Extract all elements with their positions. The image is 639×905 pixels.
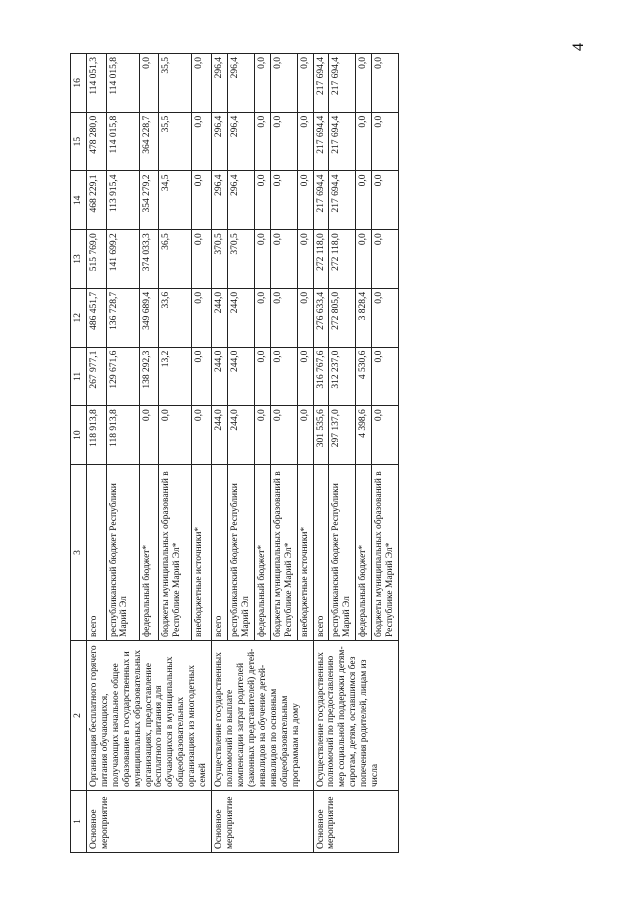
value-cell: 244,0 — [211, 405, 227, 464]
value-cell: 0,0 — [371, 53, 398, 112]
value-cell: 36,5 — [158, 229, 191, 288]
column-header: 16 — [70, 53, 86, 112]
value-cell: 0,0 — [355, 112, 371, 171]
funding-source-cell: федеральный бюджет* — [355, 464, 371, 640]
value-cell: 0,0 — [191, 112, 211, 171]
value-cell: 244,0 — [227, 347, 254, 406]
value-cell: 0,0 — [270, 288, 297, 347]
value-cell: 297 137,0 — [328, 405, 355, 464]
value-cell: 354 279,2 — [139, 170, 159, 229]
value-cell: 0,0 — [355, 53, 371, 112]
value-cell: 217 694,4 — [313, 170, 329, 229]
value-cell: 0,0 — [139, 53, 159, 112]
value-cell: 0,0 — [270, 112, 297, 171]
value-cell: 276 633,4 — [313, 288, 329, 347]
value-cell: 0,0 — [371, 347, 398, 406]
value-cell: 0,0 — [371, 288, 398, 347]
value-cell: 374 033,3 — [139, 229, 159, 288]
value-cell: 3 828,4 — [355, 288, 371, 347]
value-cell: 272 805,0 — [328, 288, 355, 347]
funding-source-cell: всего — [86, 464, 106, 640]
value-cell: 0,0 — [297, 288, 313, 347]
table-body — [86, 53, 398, 852]
value-cell: 0,0 — [254, 53, 270, 112]
value-cell: 296,4 — [211, 170, 227, 229]
value-cell: 0,0 — [270, 170, 297, 229]
value-cell: 217 694,4 — [313, 112, 329, 171]
measure-name-cell: Организация бесплатного горячего питания обучающихся, получающих начальное общее образование в государственных и муниципальных образовательных организациях, предоставление бесплатного питания для обучающихся в муниципальных общеобразовательных организациях из многодетных семей — [86, 640, 211, 790]
column-header: 14 — [70, 170, 86, 229]
value-cell: 0,0 — [254, 347, 270, 406]
value-cell: 0,0 — [297, 229, 313, 288]
budget-table — [70, 53, 399, 853]
value-cell: 0,0 — [355, 229, 371, 288]
measure-type-cell: Основное мероприятие — [211, 790, 312, 852]
measure-type-cell: Основное мероприятие — [86, 790, 211, 852]
value-cell: 272 118,0 — [313, 229, 329, 288]
value-cell: 0,0 — [297, 347, 313, 406]
funding-source-cell: всего — [211, 464, 227, 640]
value-cell: 0,0 — [297, 53, 313, 112]
measure-name-cell: Осуществление государственных полномочий по выплате компенсации затрат родителей (законных представителей) детей-инвалидов на обучение детей-инвалидов по основным общеобразовательным программам на дому — [211, 640, 312, 790]
funding-source-cell: внебюджетные источники* — [297, 464, 313, 640]
value-cell: 0,0 — [254, 405, 270, 464]
value-cell: 468 229,1 — [86, 170, 106, 229]
column-header: 1 — [70, 790, 86, 852]
value-cell: 136 728,7 — [106, 288, 139, 347]
value-cell: 35,5 — [158, 53, 191, 112]
value-cell: 113 915,4 — [106, 170, 139, 229]
value-cell: 0,0 — [191, 170, 211, 229]
value-cell: 0,0 — [254, 288, 270, 347]
value-cell: 244,0 — [211, 288, 227, 347]
value-cell: 370,5 — [227, 229, 254, 288]
value-cell: 272 118,0 — [328, 229, 355, 288]
value-cell: 33,6 — [158, 288, 191, 347]
column-header: 2 — [70, 640, 86, 790]
value-cell: 0,0 — [139, 405, 159, 464]
header-row — [70, 53, 86, 852]
value-cell: 118 913,8 — [86, 405, 106, 464]
value-cell: 0,0 — [297, 112, 313, 171]
value-cell: 217 694,4 — [328, 170, 355, 229]
value-cell: 114 015,8 — [106, 53, 139, 112]
value-cell: 296,4 — [211, 53, 227, 112]
value-cell: 0,0 — [270, 405, 297, 464]
column-header: 12 — [70, 288, 86, 347]
value-cell: 0,0 — [371, 229, 398, 288]
funding-source-cell: бюджеты муниципальных образований в Республике Марий Эл* — [371, 464, 398, 640]
value-cell: 296,4 — [227, 53, 254, 112]
value-cell: 0,0 — [191, 405, 211, 464]
value-cell: 244,0 — [211, 347, 227, 406]
value-cell: 0,0 — [355, 170, 371, 229]
value-cell: 114 051,3 — [86, 53, 106, 112]
value-cell: 478 280,0 — [86, 112, 106, 171]
value-cell: 515 769,0 — [86, 229, 106, 288]
column-header: 13 — [70, 229, 86, 288]
budget-table-sheet — [70, 53, 570, 853]
column-header: 10 — [70, 405, 86, 464]
value-cell: 141 699,2 — [106, 229, 139, 288]
measure-type-cell: Основное мероприятие — [313, 790, 399, 852]
value-cell: 244,0 — [227, 288, 254, 347]
value-cell: 316 767,6 — [313, 347, 329, 406]
funding-source-cell: республиканский бюджет Республики Марий Эл — [106, 464, 139, 640]
value-cell: 0,0 — [270, 347, 297, 406]
value-cell: 0,0 — [297, 170, 313, 229]
value-cell: 138 292,3 — [139, 347, 159, 406]
value-cell: 0,0 — [191, 229, 211, 288]
value-cell: 0,0 — [270, 53, 297, 112]
column-header: 15 — [70, 112, 86, 171]
funding-source-cell: федеральный бюджет* — [254, 464, 270, 640]
funding-source-cell: бюджеты муниципальных образований в Республике Марий Эл* — [158, 464, 191, 640]
value-cell: 4 530,6 — [355, 347, 371, 406]
value-cell: 312 237,0 — [328, 347, 355, 406]
value-cell: 4 398,6 — [355, 405, 371, 464]
value-cell: 486 451,7 — [86, 288, 106, 347]
value-cell: 364 228,7 — [139, 112, 159, 171]
value-cell: 349 689,4 — [139, 288, 159, 347]
page-number: 4 — [570, 43, 587, 51]
column-header: 11 — [70, 347, 86, 406]
value-cell: 13,2 — [158, 347, 191, 406]
value-cell: 35,5 — [158, 112, 191, 171]
value-cell: 0,0 — [158, 405, 191, 464]
value-cell: 0,0 — [371, 170, 398, 229]
value-cell: 217 694,4 — [313, 53, 329, 112]
value-cell: 296,4 — [211, 112, 227, 171]
value-cell: 129 671,6 — [106, 347, 139, 406]
value-cell: 0,0 — [254, 170, 270, 229]
value-cell: 34,5 — [158, 170, 191, 229]
value-cell: 0,0 — [254, 229, 270, 288]
funding-source-cell: республиканский бюджет Республики Марий Эл — [227, 464, 254, 640]
column-header: 3 — [70, 464, 86, 640]
funding-source-cell: внебюджетные источники* — [191, 464, 211, 640]
table-row — [313, 53, 329, 852]
value-cell: 0,0 — [270, 229, 297, 288]
measure-name-cell: Осуществление государственных полномочий по предоставлению мер социальной поддержки детям-сиротам, детям, оставшимся без попечения родителей, лицам из числа — [313, 640, 399, 790]
value-cell: 217 694,4 — [328, 53, 355, 112]
value-cell: 118 913,8 — [106, 405, 139, 464]
value-cell: 114 015,8 — [106, 112, 139, 171]
value-cell: 301 535,6 — [313, 405, 329, 464]
value-cell: 0,0 — [191, 53, 211, 112]
table-row — [86, 53, 106, 852]
value-cell: 296,4 — [227, 170, 254, 229]
value-cell: 217 694,4 — [328, 112, 355, 171]
value-cell: 296,4 — [227, 112, 254, 171]
value-cell: 0,0 — [191, 288, 211, 347]
value-cell: 0,0 — [191, 347, 211, 406]
value-cell: 244,0 — [227, 405, 254, 464]
funding-source-cell: бюджеты муниципальных образований в Республике Марий Эл* — [270, 464, 297, 640]
funding-source-cell: федеральный бюджет* — [139, 464, 159, 640]
value-cell: 267 977,1 — [86, 347, 106, 406]
funding-source-cell: республиканский бюджет Республики Марий Эл — [328, 464, 355, 640]
value-cell: 0,0 — [254, 112, 270, 171]
value-cell: 0,0 — [297, 405, 313, 464]
table-row — [211, 53, 227, 852]
value-cell: 370,5 — [211, 229, 227, 288]
value-cell: 0,0 — [371, 112, 398, 171]
value-cell: 0,0 — [371, 405, 398, 464]
funding-source-cell: всего — [313, 464, 329, 640]
